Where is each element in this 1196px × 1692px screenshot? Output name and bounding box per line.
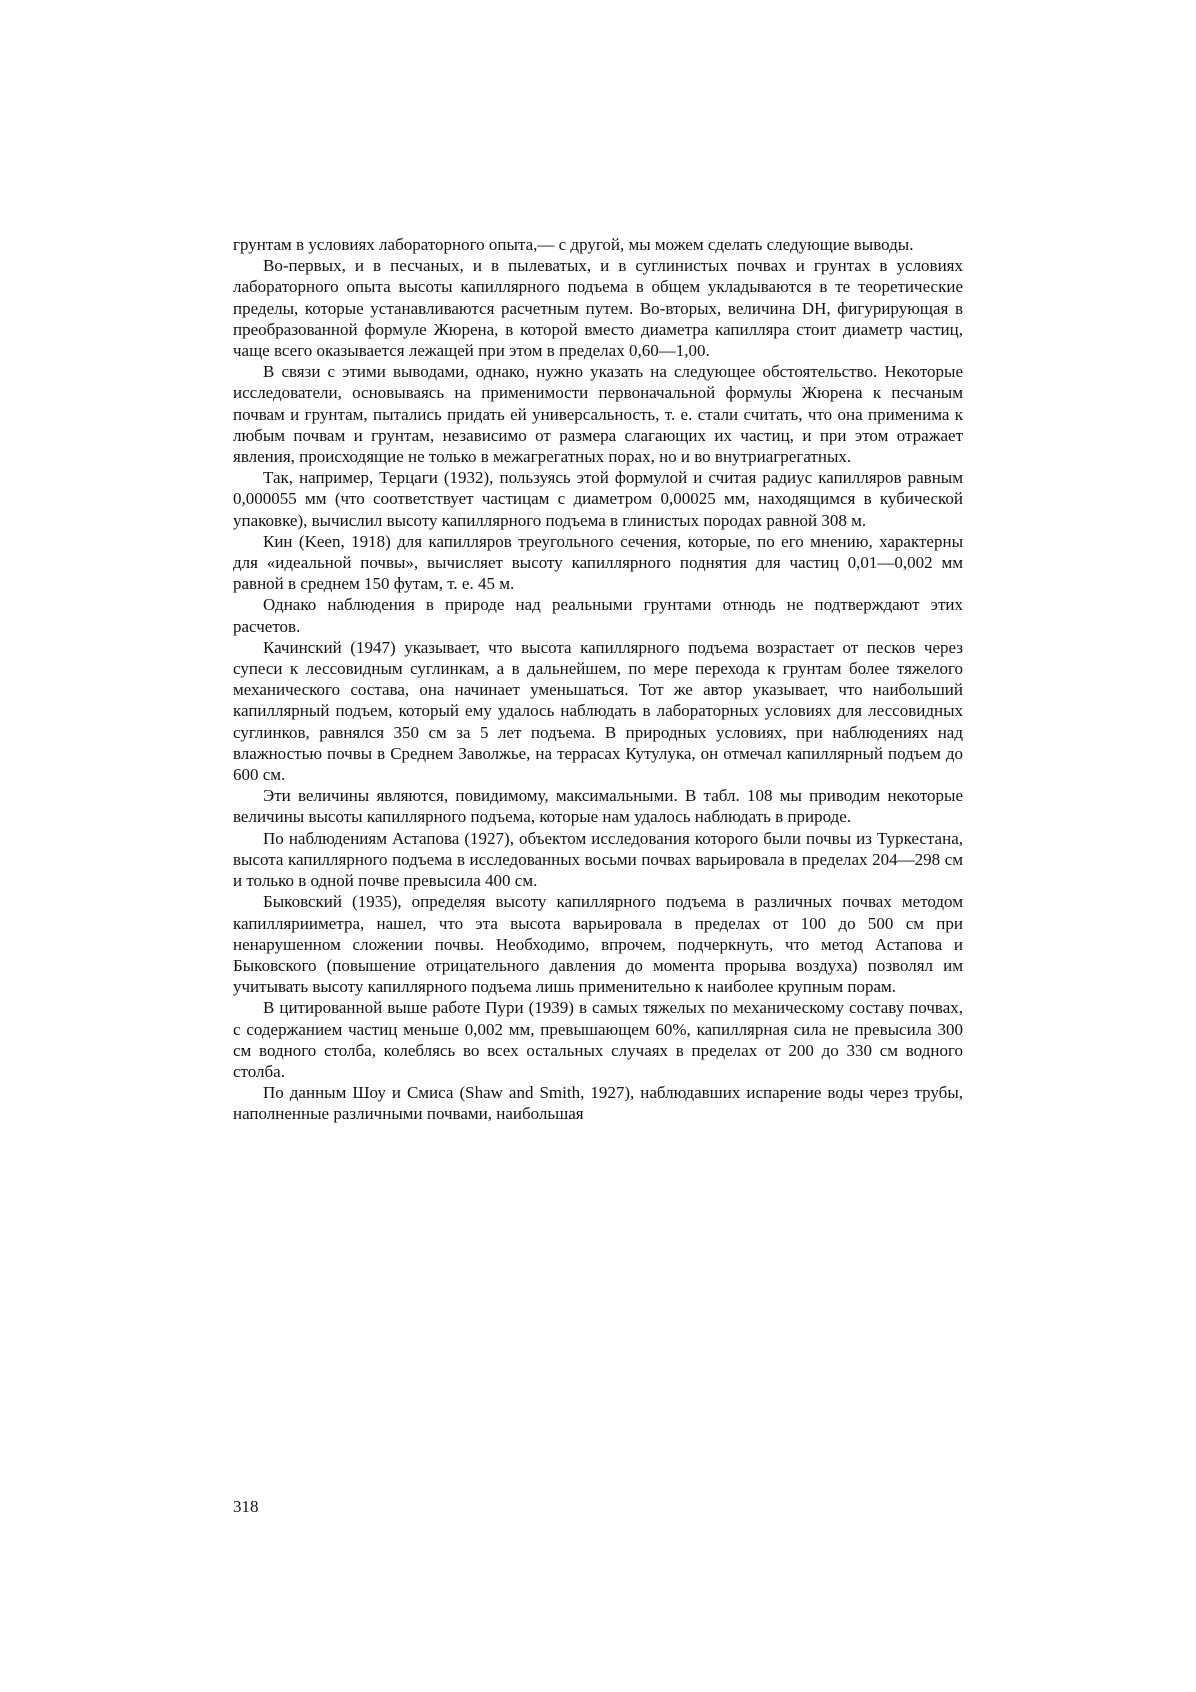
paragraph: Во-первых, и в песчаных, и в пылеватых, и в суглинистых почвах и грунтах в условиях лабораторного опыта высоты капиллярного подъема в общем укладываются в те теоретические пределы, которые устанавливаются расчетным путем. Во-вторых, величина DH, фигурирующая в преобразованной формуле Жюрена, в которой вместо диаметра капилляра стоит диаметр частиц, чаще всего оказывается лежащей при этом в пределах 0,60—1,00. xyxy=(233,256,963,361)
paragraph: Однако наблюдения в природе над реальными грунтами отнюдь не подтверждают этих расчетов. xyxy=(233,595,963,636)
paragraph: По наблюдениям Астапова (1927), объектом исследования которого были почвы из Туркестана, высота капиллярного подъема в исследованных восьми почвах варьировала в пределах 204—298 см и только в одной почве превысила 400 см. xyxy=(233,828,963,891)
paragraph: В связи с этими выводами, однако, нужно указать на следующее обстоятельство. Некоторые исследователи, основываясь на применимости первоначальной формулы Жюрена к песчаным почвам и грунтам, пытались придать ей универсальность, т. е. стали считать, что она применима к любым почвам и грунтам, независимо от размера слагающих их частиц, и при этом отражает явления, происходящие не только в межагрегатных порах, но и во внутриагрегатных. xyxy=(233,362,963,467)
paragraph: По данным Шоу и Смиса (Shaw and Smith, 1927), наблюдавших испарение воды через трубы, наполненные различными почвами, наибольшая xyxy=(233,1083,963,1124)
page-body xyxy=(233,234,963,1125)
page-number: 318 xyxy=(233,1497,259,1516)
paragraph: В цитированной выше работе Пури (1939) в самых тяжелых по механическому составу почвах, с содержанием частиц меньше 0,002 мм, превышающем 60%, капиллярная сила не превысила 300 см водного столба, колеблясь во всех остальных случаях в пределах от 200 до 330 см водного столба. xyxy=(233,998,963,1081)
paragraph: грунтам в условиях лабораторного опыта,— с другой, мы можем сделать следующие выводы. xyxy=(233,235,914,254)
paragraph: Так, например, Терцаги (1932), пользуясь этой формулой и считая радиус капилляров равным 0,000055 мм (что соответствует частицам с диаметром 0,00025 мм, находящимся в кубической упаковке), вычислил высоту капиллярного подъема в глинистых породах равной 308 м. xyxy=(233,468,963,530)
paragraph: Качинский (1947) указывает, что высота капиллярного подъема возрастает от песков через супеси к лессовидным суглинкам, а в дальнейшем, по мере перехода к грунтам более тяжелого механического состава, она начинает уменьшаться. Тот же автор указывает, что наибольший капиллярный подъем, который ему удалось наблюдать в лабораторных условиях для лессовидных суглинков, равнялся 350 см за 5 лет подъема. В природных условиях, при наблюдениях над влажностью почвы в Среднем Заволжье, на террасах Кутулука, он отмечал капиллярный подъем до 600 см. xyxy=(233,637,963,785)
paragraph: Кин (Keen, 1918) для капилляров треугольного сечения, которые, по его мнению, характерны для «идеальной почвы», вычисляет высоту капиллярного поднятия для частиц 0,01—0,002 мм равной в среднем 150 футам, т. е. 45 м. xyxy=(233,531,963,594)
paragraph: Быковский (1935), определяя высоту капиллярного подъема в различных почвах методом капиллярииметра, нашел, что эта высота варьировала в пределах от 100 до 500 см при ненарушенном сложении почвы. Необходимо, впрочем, подчеркнуть, что метод Астапова и Быковского (повышение отрицательного давления до момента прорыва воздуха) позволял им учитывать высоту капиллярного подъема лишь применительно к наиболее крупным порам. xyxy=(233,892,963,997)
paragraph: Эти величины являются, повидимому, максимальными. В табл. 108 мы приводим некоторые величины высоты капиллярного подъема, которые нам удалось наблюдать в природе. xyxy=(233,786,963,827)
